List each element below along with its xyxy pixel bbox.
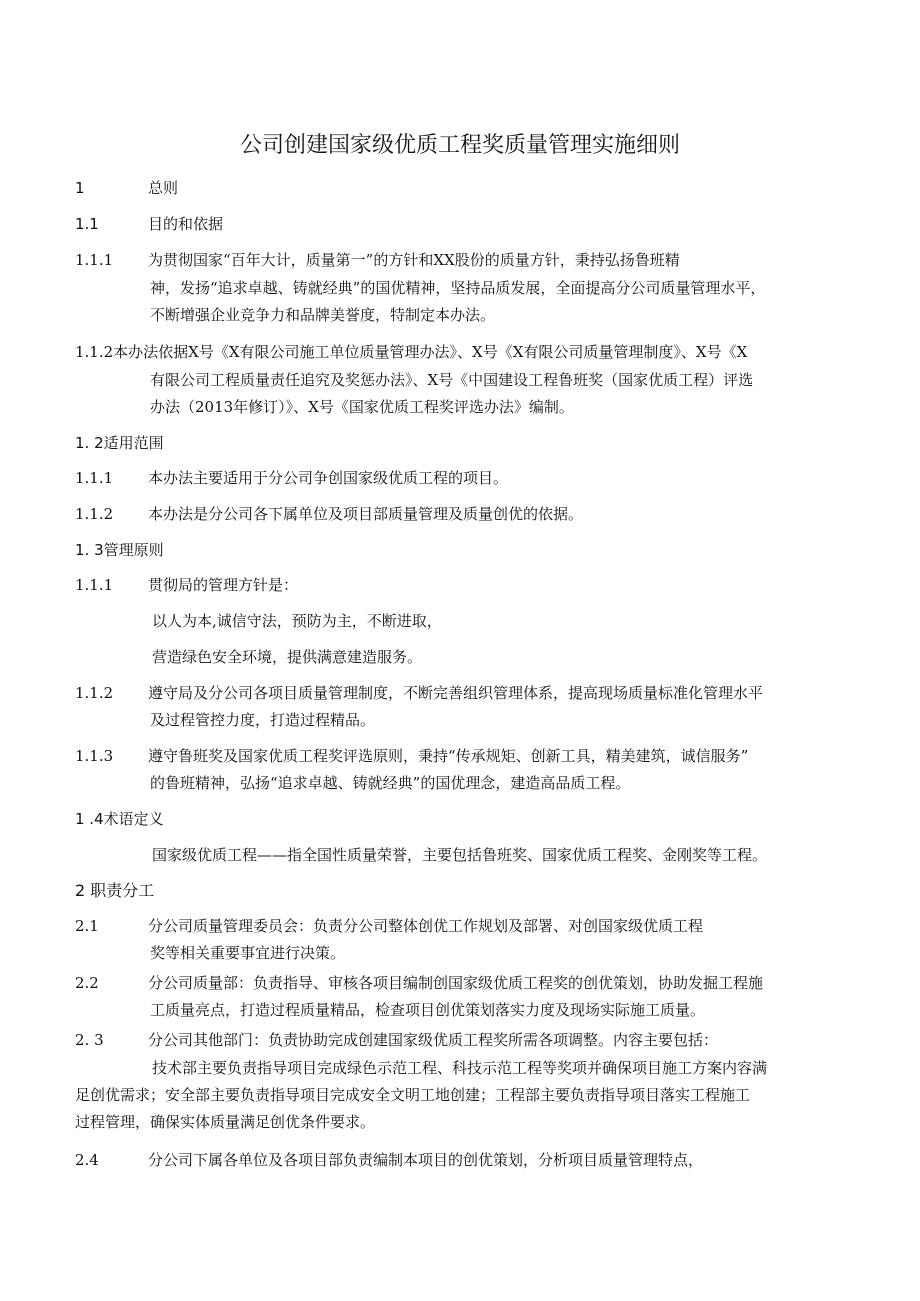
definition-text: 国家级优质工程——指全国性质量荣誉，主要包括鲁班奖、国家优质工程奖、金刚奖等工程。 <box>152 846 768 864</box>
clause-2-3-line-1 <box>75 1030 718 1050</box>
clause-number: 1.1.3 <box>75 747 114 765</box>
clause-number: 1.1.2 <box>75 505 114 523</box>
clause-1-3-3-line-1 <box>75 746 748 766</box>
clause-number: 2. 3 <box>75 1031 104 1049</box>
clause-number: 1.1.1 <box>75 469 114 487</box>
clause-2-1-line-1 <box>75 916 703 936</box>
clause-1-1-2-line-1: 1.1.2本办法依据X号《X有限公司施工单位质量管理办法》、X号《X有限公司质量管理制度》、X号《X <box>75 343 748 361</box>
clause-text: 本办法是分公司各下属单位及项目部质量管理及质量创优的依据。 <box>148 505 584 523</box>
section-title: 目的和依据 <box>148 215 224 233</box>
clause-2-3-line-4: 过程管理，确保实体质量满足创优条件要求。 <box>75 1113 376 1131</box>
clause-2-3-line-3: 足创优需求；安全部主要负责指导项目完成安全文明工地创建；工程部主要负责指导项目落实工程施工 <box>75 1086 751 1104</box>
clause-1-3-1 <box>75 575 298 595</box>
clause-text: 分公司下属各单位及各项目部负责编制本项目的创优策划，分析项目质量管理特点， <box>148 1151 704 1169</box>
clause-2-4 <box>75 1150 703 1170</box>
section-number: 1 <box>75 179 85 197</box>
section-1-2-heading: 1. 2适用范围 <box>75 434 164 452</box>
clause-1-1-1-line-3: 不断增强企业竞争力和品牌美誉度，特制定本办法。 <box>150 306 496 324</box>
clause-1-3-2-line-1 <box>75 683 763 703</box>
clause-number: 1.1.1 <box>75 576 114 594</box>
clause-text: 贯彻局的管理方针是： <box>148 576 299 594</box>
clause-number: 2.1 <box>75 917 99 935</box>
clause-1-2-1 <box>75 468 508 488</box>
clause-1-1-1-line-2: 神，发扬“追求卓越、铸就经典”的国优精神，坚持品质发展，全面提高分公司质量管理水平， <box>150 279 766 297</box>
section-1-heading <box>75 178 178 198</box>
clause-1-3-2-line-2: 及过程管控力度，打造过程精品。 <box>150 711 376 729</box>
clause-text: 本办法主要适用于分公司争创国家级优质工程的项目。 <box>148 469 509 487</box>
clause-number: 2.2 <box>75 974 99 992</box>
document-title: 公司创建国家级优质工程奖质量管理实施细则 <box>239 133 680 158</box>
clause-number: 1.1.2 <box>75 684 114 702</box>
clause-number: 2.4 <box>75 1151 99 1169</box>
clause-text: 为贯彻国家“百年大计，质量第一”的方针和XX股份的质量方针，秉持弘扬鲁班精 <box>148 251 680 269</box>
clause-2-2-line-2: 工质量亮点，打造过程质量精品，检查项目创优策划落实力度及现场实际施工质量。 <box>150 1001 706 1019</box>
section-title: 总则 <box>148 179 179 197</box>
clause-text: 分公司其他部门：负责协助完成创建国家级优质工程奖所需各项调整。内容主要包括： <box>148 1031 719 1049</box>
clause-1-3-1-line-2: 以人为本,诚信守法，预防为主，不断进取， <box>152 612 442 630</box>
clause-2-2-line-1 <box>75 973 763 993</box>
clause-1-1-2-line-3: 办法（2013年修订）》、X号《国家优质工程奖评选办法》编制。 <box>150 398 574 416</box>
clause-text: 分公司质量管理委员会：负责分公司整体创优工作规划及部署、对创国家级优质工程 <box>148 917 704 935</box>
clause-1-3-1-line-3: 营造绿色安全环境，提供满意建造服务。 <box>152 648 423 666</box>
clause-2-3-line-2: 技术部主要负责指导项目完成绿色示范工程、科技示范工程等奖项并确保项目施工方案内容满 <box>152 1059 768 1077</box>
clause-1-2-2 <box>75 504 583 524</box>
section-number: 1.1 <box>75 215 99 233</box>
section-1-1-heading <box>75 214 223 234</box>
clause-text: 遵守局及分公司各项目质量管理制度，不断完善组织管理体系，提高现场质量标准化管理水平 <box>148 684 764 702</box>
section-1-3-heading: 1. 3管理原则 <box>75 541 164 559</box>
clause-text: 分公司质量部：负责指导、审核各项目编制创国家级优质工程奖的创优策划，协助发掘工程施 <box>148 974 764 992</box>
clause-1-3-3-line-2: 的鲁班精神，弘扬“追求卓越、铸就经典”的国优理念，建造高品质工程。 <box>150 774 631 792</box>
section-1-4-heading: 1 .4术语定义 <box>75 810 164 828</box>
section-2-heading: 2 职责分工 <box>75 881 155 900</box>
clause-text: 遵守鲁班奖及国家优质工程奖评选原则，秉持“传承规矩、创新工具，精美建筑，诚信服务” <box>148 747 749 765</box>
clause-2-1-line-2: 奖等相关重要事宜进行决策。 <box>150 944 346 962</box>
clause-number: 1.1.1 <box>75 251 114 269</box>
clause-1-1-2-line-2: 有限公司工程质量责任追究及奖惩办法》、X号《中国建设工程鲁班奖（国家优质工程）评选 <box>150 371 754 389</box>
clause-1-1-1-line-1 <box>75 250 680 270</box>
